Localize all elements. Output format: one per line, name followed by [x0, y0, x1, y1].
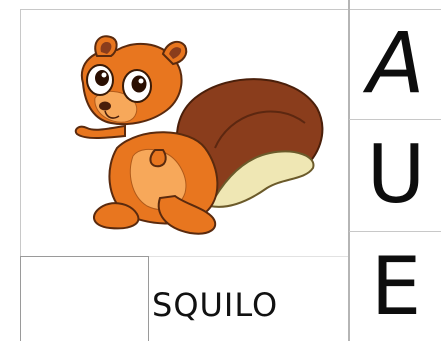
picture-bottom-border [148, 256, 348, 257]
letter-divider-1 [349, 119, 441, 120]
letter-choice-a[interactable]: A [367, 14, 425, 112]
top-border [20, 9, 441, 10]
word-label: SQUILO [152, 286, 279, 324]
left-border [20, 9, 21, 257]
letter-choice-u[interactable]: U [366, 128, 426, 221]
squirrel-icon [55, 28, 325, 243]
letters-column-divider [348, 0, 350, 341]
answer-box[interactable] [20, 256, 149, 341]
letter-choice-e[interactable]: E [370, 240, 422, 333]
letter-divider-2 [349, 231, 441, 232]
